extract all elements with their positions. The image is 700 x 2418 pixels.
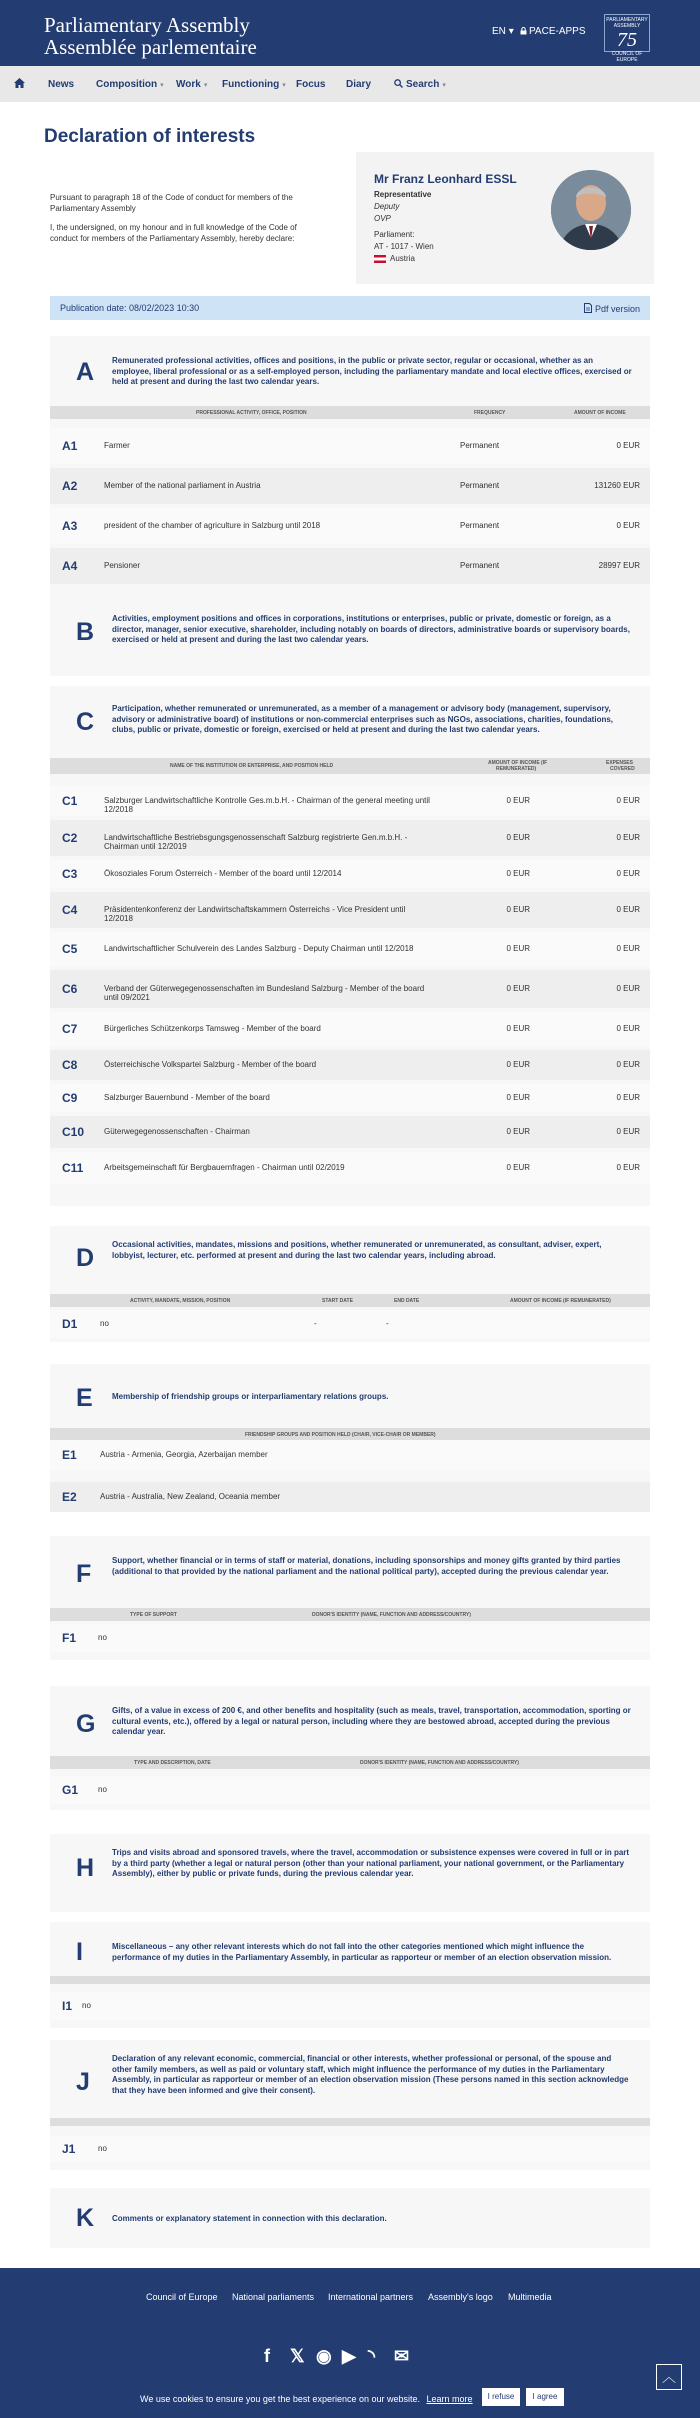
parliament-label: Parliament: (374, 230, 415, 239)
nav-focus[interactable]: Focus (296, 79, 326, 90)
row-cell: 0 EUR (506, 1163, 530, 1172)
row-cell: 0 EUR (616, 1093, 640, 1102)
section-description: Support, whether financial or in terms of staff or material, donations, including sponsorships and money gifts granted by third parties (additional to that provided by the national parliament and the national political party), accepted during the previous calendar year. (112, 1556, 621, 1576)
pace-apps-link[interactable]: PACE-APPS (520, 26, 586, 37)
row-cell: 0 EUR (506, 796, 530, 805)
section-letter: I (76, 1938, 83, 1966)
column-header: PROFESSIONAL ACTIVITY, OFFICE, POSITION (196, 410, 307, 416)
row-cell: 0 EUR (616, 521, 640, 530)
section-k (50, 2188, 650, 2248)
row-code: C6 (62, 982, 78, 996)
intro-paragraph-2: I, the undersigned, on my honour and in full knowledge of the Code of conduct for members of the Parliamentary Assembly, hereby declare: (50, 223, 297, 243)
cookie-message: We use cookies to ensure you get the best experience on our website. (140, 2394, 421, 2404)
row-cell: 0 EUR (616, 441, 640, 450)
footer-link[interactable]: National parliaments (232, 2292, 315, 2302)
nav-diary[interactable]: Diary (346, 79, 372, 90)
section-letter: F (76, 1560, 92, 1588)
row-code: C10 (62, 1125, 85, 1139)
table-header (50, 1294, 650, 1307)
home-icon[interactable] (14, 78, 25, 88)
row-cell: Pensioner (104, 561, 141, 570)
row-code: C7 (62, 1022, 78, 1036)
section-description: Membership of friendship groups or interparliamentary relations groups. (112, 1392, 389, 1401)
row-cell: Permanent (460, 441, 500, 450)
row-code: C1 (62, 794, 78, 808)
table-row (50, 428, 650, 464)
row-cell: Österreichische Volkspartei Salzburg - Member of the board (104, 1060, 317, 1069)
row-cell: Member of the national parliament in Austria (104, 481, 261, 490)
row-code: C11 (62, 1161, 84, 1175)
row-code: C2 (62, 831, 78, 845)
row-cell: 0 EUR (616, 1060, 640, 1069)
badge-bottom-text: COUNCIL OF EUROPE (611, 51, 643, 63)
section-description: Gifts, of a value in excess of 200 €, and other benefits and hospitality (such as meals, travel, transportation, accommodation, sporting or cultural events, etc.), offered by a legal or natural person, including where they are bestowed abroad, accepted during the previous calendar year. (112, 1706, 631, 1736)
nav-search[interactable]: Search ▾ (394, 79, 446, 90)
pdf-version-link[interactable]: Pdf version (584, 303, 640, 314)
table-row (50, 1776, 650, 1804)
logo-line-2[interactable]: Assemblée parlementaire (44, 35, 257, 59)
row-cell: 0 EUR (506, 905, 530, 914)
footer-link[interactable]: Assembly's logo (428, 2292, 493, 2302)
row-code: C4 (62, 903, 78, 917)
table-row (50, 1440, 650, 1470)
top-bar (0, 0, 700, 66)
pdf-icon (584, 303, 592, 313)
email-icon[interactable]: ✉ (394, 2346, 410, 2366)
youtube-icon[interactable]: ▶ (342, 2346, 356, 2366)
table-row (50, 1624, 650, 1652)
column-header: COVERED (610, 766, 635, 772)
chevron-down-icon: ▾ (442, 82, 446, 89)
row-cell: - (314, 1319, 317, 1328)
row-cell: no (98, 1785, 107, 1794)
row-code: F1 (62, 1631, 77, 1645)
table-row (50, 970, 650, 1008)
row-cell: Arbeitsgemeinschaft für Bergbauernfragen - Chairman until 02/2019 (104, 1163, 345, 1172)
row-code: A4 (62, 559, 78, 573)
table-row (50, 1992, 650, 2020)
nav-functioning[interactable]: Functioning ▾ (222, 79, 286, 90)
section-letter: K (76, 2204, 95, 2232)
column-header: END DATE (394, 1298, 420, 1304)
badge-top-text: PARLIAMENTARY ASSEMBLY (606, 17, 648, 29)
row-cell: 0 EUR (616, 905, 640, 914)
x-twitter-icon[interactable]: 𝕏 (290, 2346, 305, 2366)
learn-more-link[interactable]: Learn more (426, 2394, 473, 2404)
row-code: A2 (62, 479, 78, 493)
section-b (50, 596, 650, 676)
row-cell: no (98, 1633, 107, 1642)
section-letter: C (76, 708, 95, 736)
row-cell: Landwirtschaftliche Bestriebsgungsgenossenschaft Salzburg registrierte Gen.m.b.H. - Chairman until 12/2019 (104, 833, 408, 851)
table-row (50, 1310, 650, 1338)
row-cell: 0 EUR (616, 833, 640, 842)
table-row (50, 1152, 650, 1184)
footer-link[interactable]: Multimedia (508, 2292, 552, 2302)
cookie-agree-button[interactable]: I agree (526, 2388, 564, 2406)
section-letter: G (76, 1710, 96, 1738)
rss-icon[interactable]: ◝ (368, 2346, 375, 2366)
back-to-top-button[interactable]: ︿ (656, 2364, 682, 2390)
column-header: EXPENSES (606, 760, 633, 766)
column-header: NAME OF THE INSTITUTION OR ENTERPRISE, AND POSITION HELD (170, 763, 334, 769)
row-code: E2 (62, 1490, 77, 1504)
main-nav (0, 66, 700, 102)
row-cell: Permanent (460, 521, 500, 530)
flickr-icon[interactable]: ◉ (316, 2346, 332, 2366)
row-cell: Verband der Güterwegegenossenschaften im Bundesland Salzburg - Member of the board until 09/2021 (104, 984, 425, 1002)
column-header: REMUNERATED) (496, 766, 537, 772)
row-cell: 0 EUR (506, 1127, 530, 1136)
row-cell: president of the chamber of agriculture in Salzburg until 2018 (104, 521, 321, 530)
row-code: C3 (62, 867, 78, 881)
section-letter: A (76, 358, 95, 386)
row-cell: Salzburger Landwirtschaftliche Kontrolle Ges.m.b.H. - Chairman of the general meeting until 12/2018 (104, 796, 430, 814)
representative-name[interactable]: Mr Franz Leonhard ESSL (374, 172, 517, 186)
table-row (50, 1116, 650, 1148)
table-row (50, 2136, 650, 2162)
row-cell: 0 EUR (616, 984, 640, 993)
row-code: C5 (62, 942, 78, 956)
publication-bar (50, 296, 650, 320)
political-group[interactable]: OVP (374, 214, 391, 223)
row-code: C9 (62, 1091, 78, 1105)
section-description: Trips and visits abroad and sponsored travels, where the travel, accommodation or subsistence expenses were covered in full or in part by a third party (whether a legal or natural person (other than your national parliament, your national government, or the Parliamentary Assembly), either by public or private funds, during the previous calendar year. (112, 1848, 630, 1878)
row-cell: 0 EUR (616, 1127, 640, 1136)
austria-flag-icon (374, 255, 386, 263)
footer-link[interactable]: Council of Europe (146, 2292, 218, 2302)
row-code: E1 (62, 1448, 77, 1462)
row-cell: Farmer (104, 441, 130, 450)
nav-news[interactable]: News (48, 79, 75, 90)
footer-link[interactable]: International partners (328, 2292, 414, 2302)
row-cell: Austria - Armenia, Georgia, Azerbaijan member (100, 1450, 268, 1459)
row-cell: Ökosoziales Forum Österreich - Member of the board until 12/2014 (104, 869, 342, 878)
nav-composition[interactable]: Composition ▾ (96, 79, 164, 90)
chevron-down-icon: ▾ (203, 82, 208, 89)
table-row (50, 786, 650, 816)
parliament-address: AT - 1017 - Wien (374, 242, 434, 251)
row-cell: Präsidentenkonferenz der Landwirtschaftskammern Österreichs - Vice President until 12/2018 (104, 905, 406, 923)
chevron-down-icon: ▾ (160, 82, 164, 89)
table-row (50, 820, 650, 856)
section-description: Remunerated professional activities, offices and positions, in the public or private sector, regular or occasional, whether as an employee, liberal professional or as a self-employed person, including the parliamentary mandate and local elective offices, exercised or held at present and during the last two calendar years. (112, 356, 632, 386)
publication-date: Publication date: 08/02/2023 10:30 (60, 303, 200, 313)
row-cell: 0 EUR (506, 1093, 530, 1102)
chevron-down-icon: ▾ (508, 26, 514, 37)
footer (0, 2268, 700, 2418)
row-code: G1 (62, 1783, 79, 1797)
column-header: TYPE AND DESCRIPTION, DATE (134, 1760, 211, 1766)
table-row (50, 1012, 650, 1046)
table-row (50, 1050, 650, 1080)
section-description: Participation, whether remunerated or unremunerated, as a member of a management or advisory body (management, supervisory, advisory or administrative board) of institutions or non-commercial enterprises such as NGOs, associations, charities, foundations, clubs, public or private, domestic or foreign, exercised or held at present and during the last two calendar years. (112, 704, 614, 734)
row-cell: 0 EUR (616, 796, 640, 805)
row-code: I1 (62, 1999, 73, 2013)
column-header: DONOR'S IDENTITY (NAME, FUNCTION AND ADDRESS/COUNTRY) (360, 1760, 519, 1766)
table-header (50, 1608, 650, 1621)
row-cell: 0 EUR (506, 869, 530, 878)
row-cell: Salzburger Bauernbund - Member of the board (104, 1093, 270, 1102)
row-code: A1 (62, 439, 78, 453)
chevron-down-icon: ▾ (282, 82, 286, 89)
search-icon (394, 79, 403, 88)
section-description: Activities, employment positions and offices in corporations, institutions or enterprises, public or private, domestic or foreign, as a director, manager, senior executive, shareholder, including notably on boards of directors, administrative boards or supervisory boards, exercised or held at present and during the last two calendar years. (112, 614, 630, 644)
language-selector[interactable]: EN ▾ (492, 26, 514, 37)
row-cell: Landwirtschaftlicher Schulverein des Landes Salzburg - Deputy Chairman until 12/2018 (104, 944, 414, 953)
section-h (50, 1834, 650, 1912)
row-code: J1 (62, 2142, 76, 2156)
row-cell: Güterwegegenossenschaften - Chairman (104, 1127, 250, 1136)
row-cell: 0 EUR (616, 869, 640, 878)
cookie-refuse-button[interactable]: I refuse (482, 2388, 520, 2406)
table-row (50, 932, 650, 966)
table-header (50, 2118, 650, 2126)
column-header: AMOUNT OF INCOME (IF (488, 760, 548, 766)
row-cell: Bürgerliches Schützenkorps Tamsweg - Member of the board (104, 1024, 321, 1033)
row-cell: Permanent (460, 481, 500, 490)
table-row (50, 1482, 650, 1512)
lock-icon (520, 27, 527, 35)
row-cell: 0 EUR (616, 1024, 640, 1033)
column-header: ACTIVITY, MANDATE, MISSION, POSITION (130, 1298, 231, 1304)
table-row (50, 468, 650, 504)
section-letter: E (76, 1384, 93, 1412)
representative-card (356, 152, 654, 284)
representative-status: Deputy (374, 202, 400, 211)
column-header: FREQUENCY (474, 410, 506, 416)
row-cell: 0 EUR (506, 1060, 530, 1069)
row-cell: 0 EUR (506, 984, 530, 993)
facebook-icon[interactable]: f (264, 2346, 270, 2366)
representative-role: Representative (374, 190, 432, 199)
row-cell: 28997 EUR (598, 561, 640, 570)
intro-paragraph-1: Pursuant to paragraph 18 of the Code of conduct for members of the Parliamentary Assembly (50, 193, 293, 213)
column-header: FRIENDSHIP GROUPS AND POSITION HELD (CHAIR, VICE-CHAIR OR MEMBER) (245, 1432, 436, 1438)
row-cell: 0 EUR (506, 944, 530, 953)
row-cell: 0 EUR (506, 833, 530, 842)
row-cell: no (82, 2001, 91, 2010)
table-row (50, 508, 650, 544)
section-letter: D (76, 1244, 95, 1272)
row-cell: 131260 EUR (594, 481, 640, 490)
table-header (50, 1756, 650, 1769)
table-header (50, 406, 650, 419)
badge-number: 75 (617, 29, 637, 51)
column-header: DONOR'S IDENTITY (NAME, FUNCTION AND ADDRESS/COUNTRY) (312, 1612, 471, 1618)
section-description: Miscellaneous – any other relevant interests which do not fall into the other categories mentioned which might influence the performance of my duties in the Parliamentary Assembly, in particular as rapporteur or member of an election observation mission. (112, 1942, 612, 1962)
row-cell: - (386, 1319, 389, 1328)
row-cell: no (100, 1319, 109, 1328)
section-letter: B (76, 618, 95, 646)
table-row (50, 892, 650, 928)
section-letter: J (76, 2068, 90, 2096)
section-description: Declaration of any relevant economic, commercial, financial or other interests, whether professional or personal, of the spouse and other family members, as well as paid or voluntary staff, which might influence the performance of my duties in the Parliamentary Assembly, in particular as rapporteur or member of an election observation mission (These persons named in this section acknowledge that they have been informed and give their consent). (112, 2054, 629, 2095)
row-code: C8 (62, 1058, 78, 1072)
logo-line-1[interactable]: Parliamentary Assembly (44, 13, 250, 37)
pace-75-badge[interactable] (604, 14, 650, 63)
section-description: Comments or explanatory statement in connection with this declaration. (112, 2214, 387, 2223)
column-header: AMOUNT OF INCOME (IF REMUNERATED) (510, 1298, 611, 1304)
column-header: TYPE OF SUPPORT (130, 1612, 177, 1618)
row-cell: no (98, 2144, 107, 2153)
country: Austria (374, 254, 415, 263)
row-cell: 0 EUR (616, 944, 640, 953)
row-cell: 0 EUR (616, 1163, 640, 1172)
row-cell: 0 EUR (506, 1024, 530, 1033)
row-code: D1 (62, 1317, 78, 1331)
section-letter: H (76, 1854, 95, 1882)
column-header: START DATE (322, 1298, 353, 1304)
table-header (50, 758, 650, 774)
page-title: Declaration of interests (44, 126, 256, 147)
column-header: AMOUNT OF INCOME (574, 410, 626, 416)
nav-work[interactable]: Work ▾ (176, 79, 208, 90)
table-header (50, 1976, 650, 1984)
row-cell: Austria - Australia, New Zealand, Oceania member (100, 1492, 281, 1501)
table-row (50, 1084, 650, 1112)
cookie-banner (140, 2394, 473, 2404)
representative-photo (551, 170, 631, 250)
row-code: A3 (62, 519, 78, 533)
row-cell: Permanent (460, 561, 500, 570)
section-description: Occasional activities, mandates, missions and positions, whether remunerated or unremunerated, as consultant, adviser, expert, lobbyist, lecturer, etc. performed at present and during the last two calendar years, including abroad. (112, 1240, 602, 1260)
table-row (50, 548, 650, 584)
table-row (50, 860, 650, 888)
